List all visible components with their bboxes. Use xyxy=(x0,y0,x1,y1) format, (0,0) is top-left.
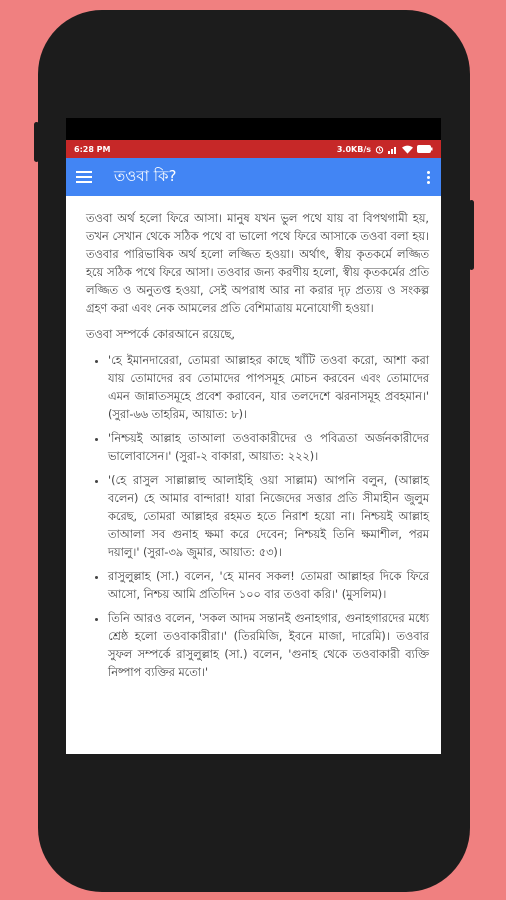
list-item: • 'হে ইমানদারেরা, তোমরা আল্লাহর কাছে খাঁটি তওবা করো, আশা করা যায় তোমাদের রব তোমাদের পাপসমূহ মোচন করবেন এবং তোমাদের এমন জান্নাতসমূহে প্রবেশ করাবেন, যার তলদেশে ঝরনাসমূহ প্রবহমান।' (সুরা-৬৬ তাহরিম, আয়াত: ৮)। xyxy=(108,352,429,424)
list-item: • '(হে রাসুল সাল্লাল্লাহু আলাইহি ওয়া সাল্লাম) আপনি বলুন, (আল্লাহ বলেন) হে আমার বান্দারা! যারা নিজেদের সত্তার প্রতি সীমাহীন জুলুম করেছ, তোমরা আল্লাহর রহমত হতে নিরাশ হয়ো না। নিশ্চয়ই আল্লাহ তাআলা সব গুনাহ ক্ষমা করে দেবেন; নিশ্চয়ই তিনি ক্ষমাশীল, পরম দয়ালু।' (সুরা-৩৯ জুমার, আয়াত: ৫৩)। xyxy=(108,472,429,562)
status-bar xyxy=(66,140,441,158)
hamburger-menu-icon[interactable] xyxy=(76,171,92,183)
alarm-icon xyxy=(375,145,384,154)
list-item: • 'নিশ্চয়ই আল্লাহ তাআলা তওবাকারীদের ও পবিত্রতা অর্জনকারীদের ভালোবাসেন।' (সুরা-২ বাকারা, আয়াত: ২২২)। xyxy=(108,430,429,466)
list-item: • রাসুলুল্লাহ (সা.) বলেন, 'হে মানব সকল! তোমরা আল্লাহর দিকে ফিরে আসো, নিশ্চয় আমি প্রতিদিন ১০০ বার তওবা করি।' (মুসলিম)। xyxy=(108,568,429,604)
more-vert-icon[interactable] xyxy=(427,171,431,184)
volume-button xyxy=(34,122,39,162)
quran-heading: তওবা সম্পর্কে কোরআনে রয়েছে, xyxy=(86,328,235,341)
app-bar xyxy=(66,158,441,196)
screen-top-bezel xyxy=(66,118,441,140)
signal-icon xyxy=(388,145,398,154)
intro-paragraph: তওবা অর্থ হলো ফিরে আসা। মানুষ যখন ভুল পথে যায় বা বিপথগামী হয়, তখন সেখান থেকে সঠিক পথে বা ভালো পথে ফিরে আসাকে তওবা বলা হয়। তওবার পারিভাষিক অর্থ হলো লজ্জিত হওয়া। অর্থাৎ, স্বীয় কৃতকর্মে লজ্জিত হয়ে সঠিক পথে ফিরে আসা। তওবার জন্য করণীয় হলো, স্বীয় কৃতকর্মের প্রতি লজ্জিত ও অনুতপ্ত হওয়া, সেই অপরাধ আর না করার দৃঢ় প্রত্যয় ও সংকল্প গ্রহণ করা এবং নেক আমলের প্রতি বেশিমাত্রায় মনোযোগী হওয়া। xyxy=(86,212,429,315)
list-item: • তিনি আরও বলেন, 'সকল আদম সন্তানই গুনাহগার, গুনাহগারদের মধ্যে শ্রেষ্ঠ হলো তওবাকারীরা।' (তিরমিজি, ইবনে মাজা, দারেমি)। তওবার সুফল সম্পর্কে রাসুলুল্লাহ (সা.) বলেন, 'গুনাহ থেকে তওবাকারী ব্যক্তি নিষ্পাপ ব্যক্তির মতো।' xyxy=(108,610,429,682)
quote-list xyxy=(86,352,429,682)
page-title: তওবা কি? xyxy=(114,166,177,185)
status-time: 6:28 PM xyxy=(74,144,111,154)
status-icons xyxy=(337,145,433,154)
app-screen xyxy=(66,118,441,754)
article-content xyxy=(66,196,441,754)
wifi-icon xyxy=(402,145,413,154)
battery-icon xyxy=(417,145,433,153)
network-speed: 3.0KB/s xyxy=(336,144,371,154)
power-button xyxy=(469,200,474,270)
